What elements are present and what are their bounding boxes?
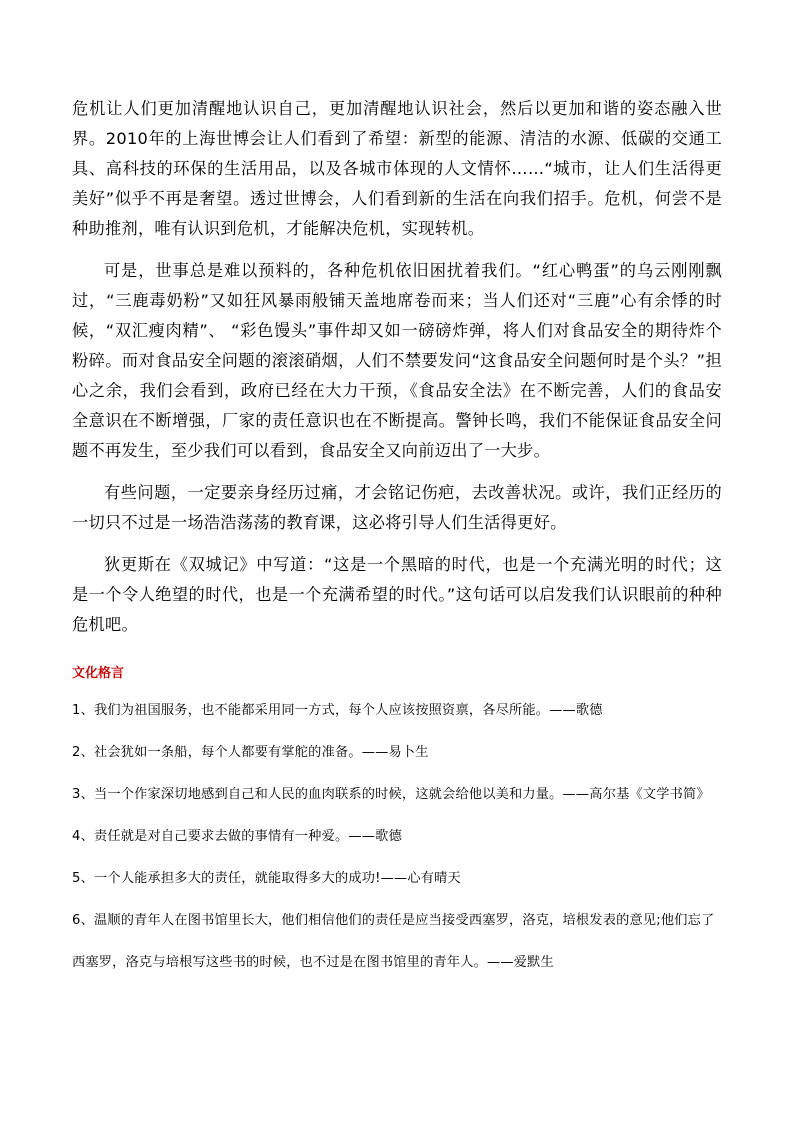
paragraph-education: 有些问题，一定要亲身经历过痛，才会铭记伤疤，去改善状况。或许，我们正经历的一切只不过是一场浩浩荡荡的教育课，这必将引导人们生活得更好。 [72, 483, 722, 532]
maxim-item: 5、一个人能承担多大的责任，就能取得多大的成功!——心有晴天 [72, 871, 461, 886]
document-page [72, 94, 722, 1006]
paragraph-food-safety: 可是，世事总是难以预料的，各种危机依旧困扰着我们。“红心鸭蛋”的乌云刚刚飘过，“三鹿毒奶粉”又如狂风暴雨般铺天盖地席卷而来；当人们还对“三鹿”心有余悸的时候，“双汇瘦肉精”、 “彩色馒头”事件却又如一磅磅炸弹，将人们对食品安全的期待炸个粉碎。而对食品安全问题的滚滚硝烟，人们不禁要发问“这食品安全问题何时是个头？”担心之余，我们会看到，政府已经在大力干预，《食品安全法》在不断完善，人们的食品安全意识在不断增强，厂家的责任意识也在不断提高。警钟长鸣，我们不能保证食品安全问题不再发生，至少我们可以看到，食品安全又向前迈出了一大步。 [72, 261, 722, 460]
maxim-item: 4、责任就是对自己要求去做的事情有一种爱。——歌德 [72, 829, 402, 844]
maxim-item: 2、社会犹如一条船，每个人都要有掌舵的准备。——易卜生 [72, 745, 429, 760]
paragraph-crisis-awareness: 危机让人们更加清醒地认识自己，更加清醒地认识社会，然后以更加和谐的姿态融入世界。2010年的上海世博会让人们看到了希望：新型的能源、清洁的水源、低碳的交通工具、高科技的环保的生活用品，以及各城市体现的人文情怀……“城市，让人们生活得更美好”似乎不再是奢望。透过世博会，人们看到新的生活在向我们招手。危机，何尝不是种助推剂，唯有认识到危机，才能解决危机，实现转机。 [72, 99, 722, 238]
maxim-item: 3、当一个作家深切地感到自己和人民的血肉联系的时候，这就会给他以美和力量。——高尔基《文学书简》 [72, 787, 710, 802]
maxim-item: 1、我们为祖国服务，也不能都采用同一方式，每个人应该按照资禀，各尽所能。——歌德 [72, 703, 603, 718]
maxim-item: 6、温顺的青年人在图书馆里长大，他们相信他们的责任是应当接受西塞罗，洛克，培根发表的意见;他们忘了西塞罗，洛克与培根写这些书的时候，也不过是在图书馆里的青年人。——爱默生 [72, 913, 715, 970]
paragraph-dickens-quote: 狄更斯在《双城记》中写道：“这是一个黑暗的时代，也是一个充满光明的时代；这是一个令人绝望的时代，也是一个充满希望的时代。”这句话可以启发我们认识眼前的种种危机吧。 [72, 555, 722, 634]
maxims-list [72, 701, 722, 984]
section-title-cultural-maxims: 文化格言 [72, 666, 125, 681]
